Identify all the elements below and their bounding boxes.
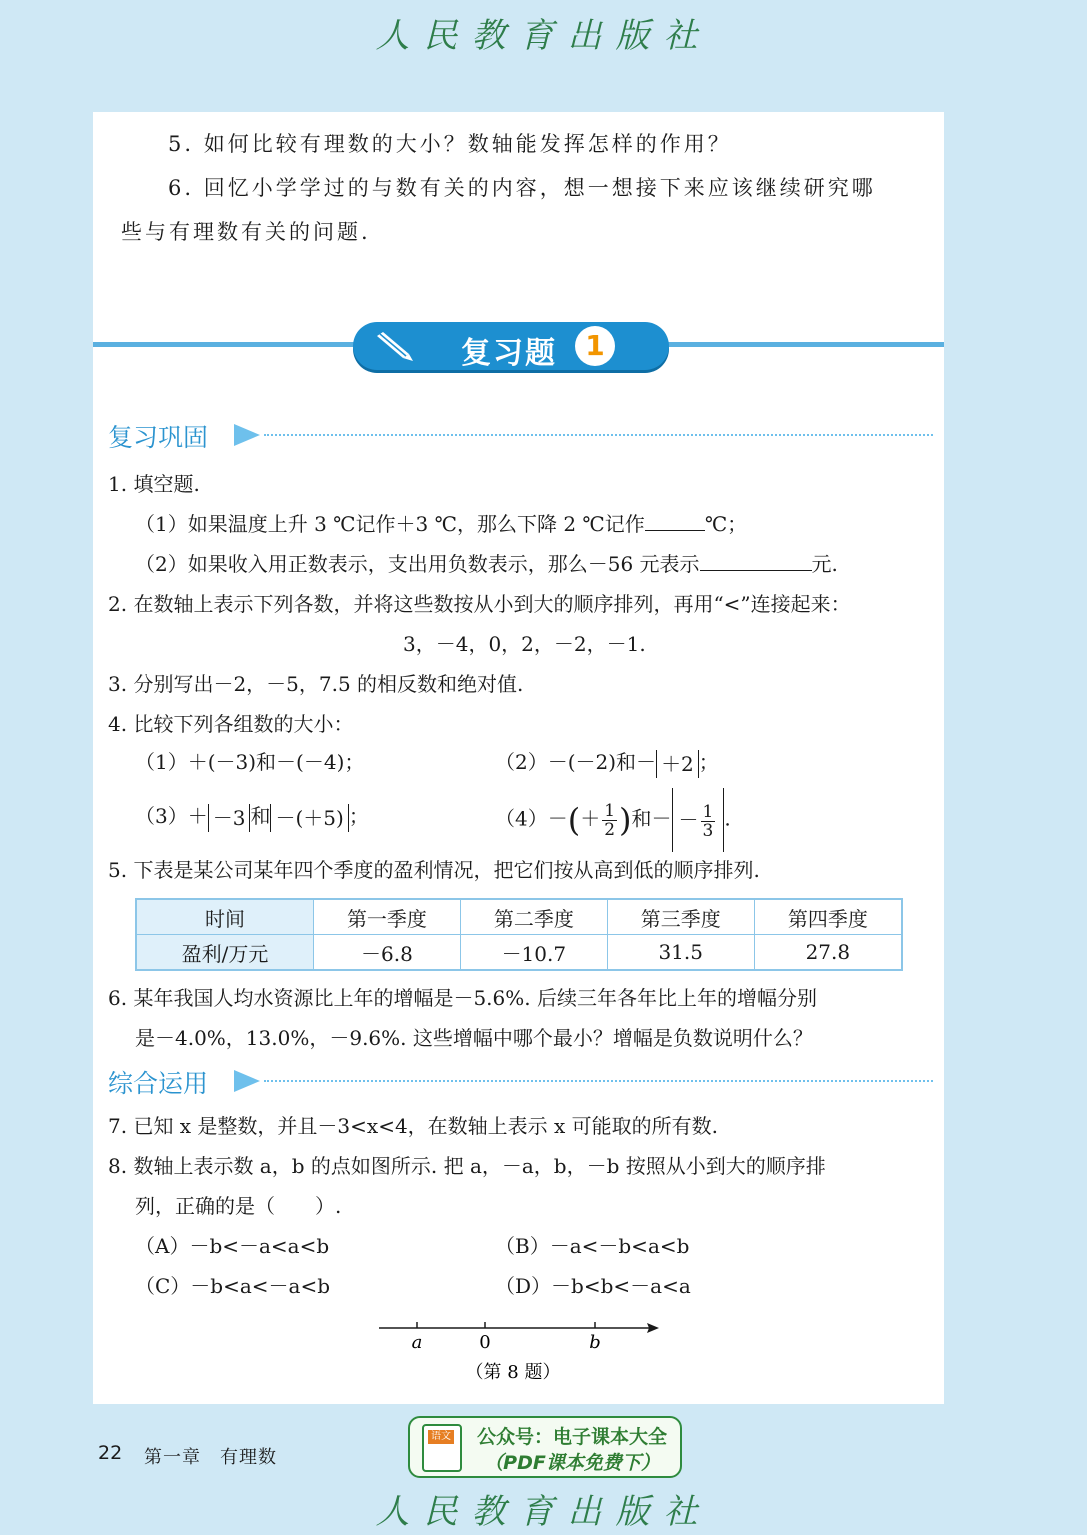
banner-title: 复习题 — [461, 336, 557, 371]
absolute-value: －3 — [208, 804, 251, 832]
publisher-header: 人民教育出版社 — [375, 16, 712, 56]
absolute-value: －(＋5) — [270, 804, 348, 832]
q4-part-2-end: ； — [698, 750, 719, 774]
triangle-arrow-icon — [234, 424, 260, 446]
number-line-figure — [373, 1308, 673, 1388]
table-cell: 27.8 — [754, 935, 902, 971]
table-row — [136, 899, 902, 935]
q4-part-2 — [495, 748, 719, 778]
q8-option-c: （C）－b<a<－a<b — [135, 1274, 331, 1298]
table-cell: 第二季度 — [460, 899, 607, 935]
point-a-label: a — [411, 1332, 423, 1353]
figure-caption: （第 8 题） — [465, 1362, 561, 1383]
table-cell: 盈利/万元 — [136, 935, 314, 971]
q4-part-3 — [135, 802, 369, 832]
section-apply — [108, 1064, 933, 1098]
q1-part-1 — [135, 510, 747, 538]
fraction-one-half: $\frac{1}{2}$ — [604, 800, 616, 840]
table-row — [136, 935, 902, 971]
dotted-divider — [264, 434, 933, 436]
q1-part-1-unit: ℃； — [704, 512, 748, 536]
q4-part-4-text: （4）－ — [495, 806, 568, 831]
table-cell: －10.7 — [460, 935, 607, 971]
review-banner — [353, 322, 669, 370]
q8-line-1: 8. 数轴上表示数 a，b 的点如图所示. 把 a，－a，b，－b 按照从小到大的顺序排 — [108, 1154, 826, 1178]
stamp-line-2: （PDF课本免费下） — [484, 1452, 660, 1474]
q1-stem: 1. 填空题. — [108, 472, 200, 496]
fraction-one-third: $\frac{1}{3}$ — [702, 802, 714, 841]
q4-part-4-and: 和－ — [631, 806, 672, 831]
q4-part-3-text: （3）＋ — [135, 804, 208, 828]
stamp-line-1: 公众号：电子课本大全 — [476, 1426, 667, 1448]
intro-question-6-cont: 些与有理数有关的问题. — [121, 220, 371, 244]
q4-part-3-and: 和 — [250, 804, 271, 828]
q4-part-4-sign: ＋ — [580, 806, 601, 831]
table-cell: 第三季度 — [607, 899, 754, 935]
table-cell: 时间 — [136, 899, 314, 935]
banner-number: 1 — [575, 326, 615, 366]
q8-option-b: （B）－a<－b<a<b — [495, 1234, 690, 1258]
q1-part-2-unit: 元. — [811, 552, 838, 576]
section-review-label: 复习巩固 — [108, 423, 209, 452]
q4-part-2-text: （2）－(－2)和－ — [495, 750, 657, 774]
table-cell: 31.5 — [607, 935, 754, 971]
table-cell: －6.8 — [314, 935, 461, 971]
section-apply-label: 综合运用 — [108, 1069, 209, 1098]
q7-stem: 7. 已知 x 是整数，并且－3<x<4，在数轴上表示 x 可能取的所有数. — [108, 1114, 719, 1138]
q5-stem: 5. 下表是某公司某年四个季度的盈利情况，把它们按从高到低的顺序排列. — [108, 858, 760, 882]
pencil-icon — [373, 332, 417, 366]
q4-part-4-end: . — [724, 806, 731, 831]
q6-line-1: 6. 某年我国人均水资源比上年的增幅是－5.6%. 后续三年各年比上年的增幅分别 — [108, 986, 817, 1010]
book-icon — [422, 1424, 462, 1472]
intro-question-5: 5. 如何比较有理数的大小？数轴能发挥怎样的作用？ — [168, 132, 732, 156]
intro-question-6: 6. 回忆小学学过的与数有关的内容，想一想接下来应该继续研究哪 — [168, 176, 876, 200]
q4-part-4: （4）－(＋ $\frac{1}{2}$ )和－ － $\frac{1}{3}$ . — [495, 788, 731, 852]
page-panel — [93, 112, 944, 1404]
q8-line-2: 列，正确的是（ ）. — [135, 1194, 342, 1218]
publisher-footer: 人民教育出版社 — [375, 1492, 712, 1532]
absolute-value: － $\frac{1}{3}$ — [672, 788, 725, 852]
book-icon-label: 语文 — [428, 1430, 454, 1444]
profit-table — [135, 898, 903, 971]
point-b-label: b — [589, 1332, 601, 1353]
q1-part-2 — [135, 550, 838, 578]
q2-stem: 2. 在数轴上表示下列各数，并将这些数按从小到大的顺序排列，再用“<”连接起来： — [108, 592, 851, 616]
absolute-value: ＋2 — [656, 750, 699, 778]
table-cell: 第四季度 — [754, 899, 902, 935]
q4-part-3-end: ； — [348, 804, 369, 828]
section-review — [108, 418, 933, 452]
table-cell: 第一季度 — [314, 899, 461, 935]
page-number: 22 — [98, 1442, 123, 1464]
q2-numbers: 3，－4，0，2，－2，－1. — [403, 632, 646, 656]
chapter-title: 第一章 有理数 — [144, 1447, 277, 1468]
number-line — [373, 1308, 673, 1388]
origin-label: 0 — [479, 1332, 491, 1353]
q4-stem: 4. 比较下列各组数的大小： — [108, 712, 354, 736]
q1-part-1-text: （1）如果温度上升 3 ℃记作＋3 ℃，那么下降 2 ℃记作 — [135, 512, 645, 536]
q1-part-2-text: （2）如果收入用正数表示，支出用负数表示，那么－56 元表示 — [135, 552, 700, 576]
dotted-divider — [264, 1080, 933, 1082]
triangle-arrow-icon — [234, 1070, 260, 1092]
q6-line-2: 是－4.0%，13.0%，－9.6%. 这些增幅中哪个最小？增幅是负数说明什么？ — [135, 1026, 813, 1050]
answer-blank — [645, 510, 705, 531]
promo-stamp — [408, 1416, 682, 1478]
q8-option-a: （A）－b<－a<a<b — [135, 1234, 330, 1258]
q3-stem: 3. 分别写出－2，－5，7.5 的相反数和绝对值. — [108, 672, 524, 696]
answer-blank — [700, 550, 812, 571]
q8-option-d: （D）－b<b<－a<a — [495, 1274, 691, 1298]
q4-part-1: （1）＋(－3)和－(－4)； — [135, 750, 365, 774]
